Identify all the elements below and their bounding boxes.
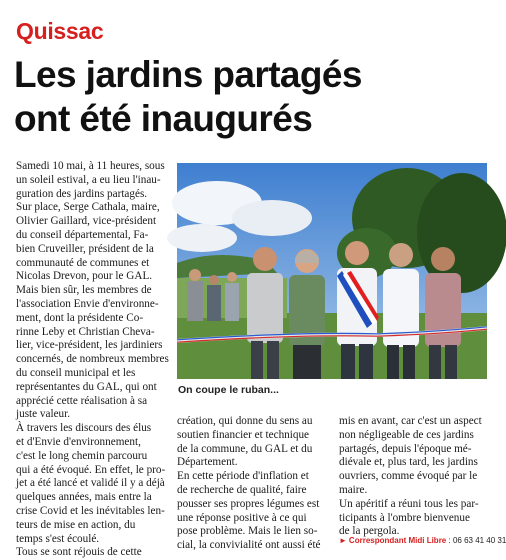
article-photo xyxy=(177,163,487,379)
text-line: apprécié cette réalisation à sa xyxy=(16,395,166,409)
text-line: pousser ses propres légumes est xyxy=(177,498,329,512)
credit-name: Correspondant Midi Libre xyxy=(349,536,446,545)
text-line: du conseil municipal et les xyxy=(16,367,166,381)
text-line: qui a été évoqué. En effet, le pro- xyxy=(16,464,166,478)
text-line: bien Cruveiller, président de la xyxy=(16,243,166,257)
text-line: Nicolas Drevon, pour le GAL. xyxy=(16,270,166,284)
text-line: Tous se sont réjouis de cette xyxy=(16,546,166,560)
text-line: rinne Leby et Christian Cheva- xyxy=(16,326,166,340)
text-line: cial, la convivialité ont aussi été xyxy=(177,539,329,553)
text-line: jet a été lancé et validé il y a déjà xyxy=(16,477,166,491)
text-line: de la pergola. xyxy=(339,525,487,539)
text-line: du conseil départemental, Fa- xyxy=(16,229,166,243)
article-headline xyxy=(14,53,494,141)
text-line: une réponse positive à ce qui xyxy=(177,512,329,526)
triangle-icon: ► xyxy=(339,536,347,545)
credit-phone: : 06 63 41 40 31 xyxy=(449,536,506,545)
article-column-3 xyxy=(339,415,487,539)
text-line: Sur place, Serge Cathala, maire, xyxy=(16,201,166,215)
text-line: l'association Envie d'environne- xyxy=(16,298,166,312)
text-line: juste valeur. xyxy=(16,408,166,422)
text-line: de recherche de qualité, faire xyxy=(177,484,329,498)
correspondent-credit xyxy=(339,536,506,545)
text-line: concernés, de nombreux membres xyxy=(16,353,166,367)
text-line: ouvriers, comme évoqué par le xyxy=(339,470,487,484)
text-line: communauté de communes et xyxy=(16,257,166,271)
article-column-2 xyxy=(177,415,329,553)
text-line: partagés, depuis l'époque mé- xyxy=(339,443,487,457)
text-line: c'est le long chemin parcouru xyxy=(16,450,166,464)
text-line: Mais bien sûr, les membres de xyxy=(16,284,166,298)
text-line: Département. xyxy=(177,456,329,470)
photo-illustration xyxy=(177,163,487,379)
article-column-1 xyxy=(16,160,166,560)
text-line: ticipants à l'ombre bienvenue xyxy=(339,512,487,526)
text-line: pose problème. Mais le lien so- xyxy=(177,525,329,539)
text-line: non négligeable de ces jardins xyxy=(339,429,487,443)
text-line: maire. xyxy=(339,484,487,498)
text-line: diévale et, plus tard, les jardins xyxy=(339,456,487,470)
text-line: de la commune, du GAL et du xyxy=(177,443,329,457)
headline-line: Les jardins partagés xyxy=(14,53,494,97)
text-line: Un apéritif a réuni tous les par- xyxy=(339,498,487,512)
text-line: teurs de mise en action, du xyxy=(16,519,166,533)
text-line: À travers les discours des élus xyxy=(16,422,166,436)
text-line: et d'Envie d'environnement, xyxy=(16,436,166,450)
section-kicker: Quissac xyxy=(16,18,103,44)
text-line: représentantes du GAL, qui ont xyxy=(16,381,166,395)
text-line: Olivier Gaillard, vice-président xyxy=(16,215,166,229)
text-line: lier, vice-président, les jardiniers xyxy=(16,339,166,353)
text-line: quelques années, mais entre la xyxy=(16,491,166,505)
text-line: temps s'est écoulé. xyxy=(16,533,166,547)
text-line: soutien financier et technique xyxy=(177,429,329,443)
text-line: guration des jardins partagés. xyxy=(16,188,166,202)
text-line: création, qui donne du sens au xyxy=(177,415,329,429)
text-line: En cette période d'inflation et xyxy=(177,470,329,484)
text-line: mis en avant, car c'est un aspect xyxy=(339,415,487,429)
text-line: un soleil estival, a eu lieu l'inau- xyxy=(16,174,166,188)
headline-line: ont été inaugurés xyxy=(14,97,494,141)
photo-caption: On coupe le ruban... xyxy=(178,384,279,396)
text-line: ment, dont la présidente Co- xyxy=(16,312,166,326)
text-line: Samedi 10 mai, à 11 heures, sous xyxy=(16,160,166,174)
text-line: crise Covid et les inévitables len- xyxy=(16,505,166,519)
